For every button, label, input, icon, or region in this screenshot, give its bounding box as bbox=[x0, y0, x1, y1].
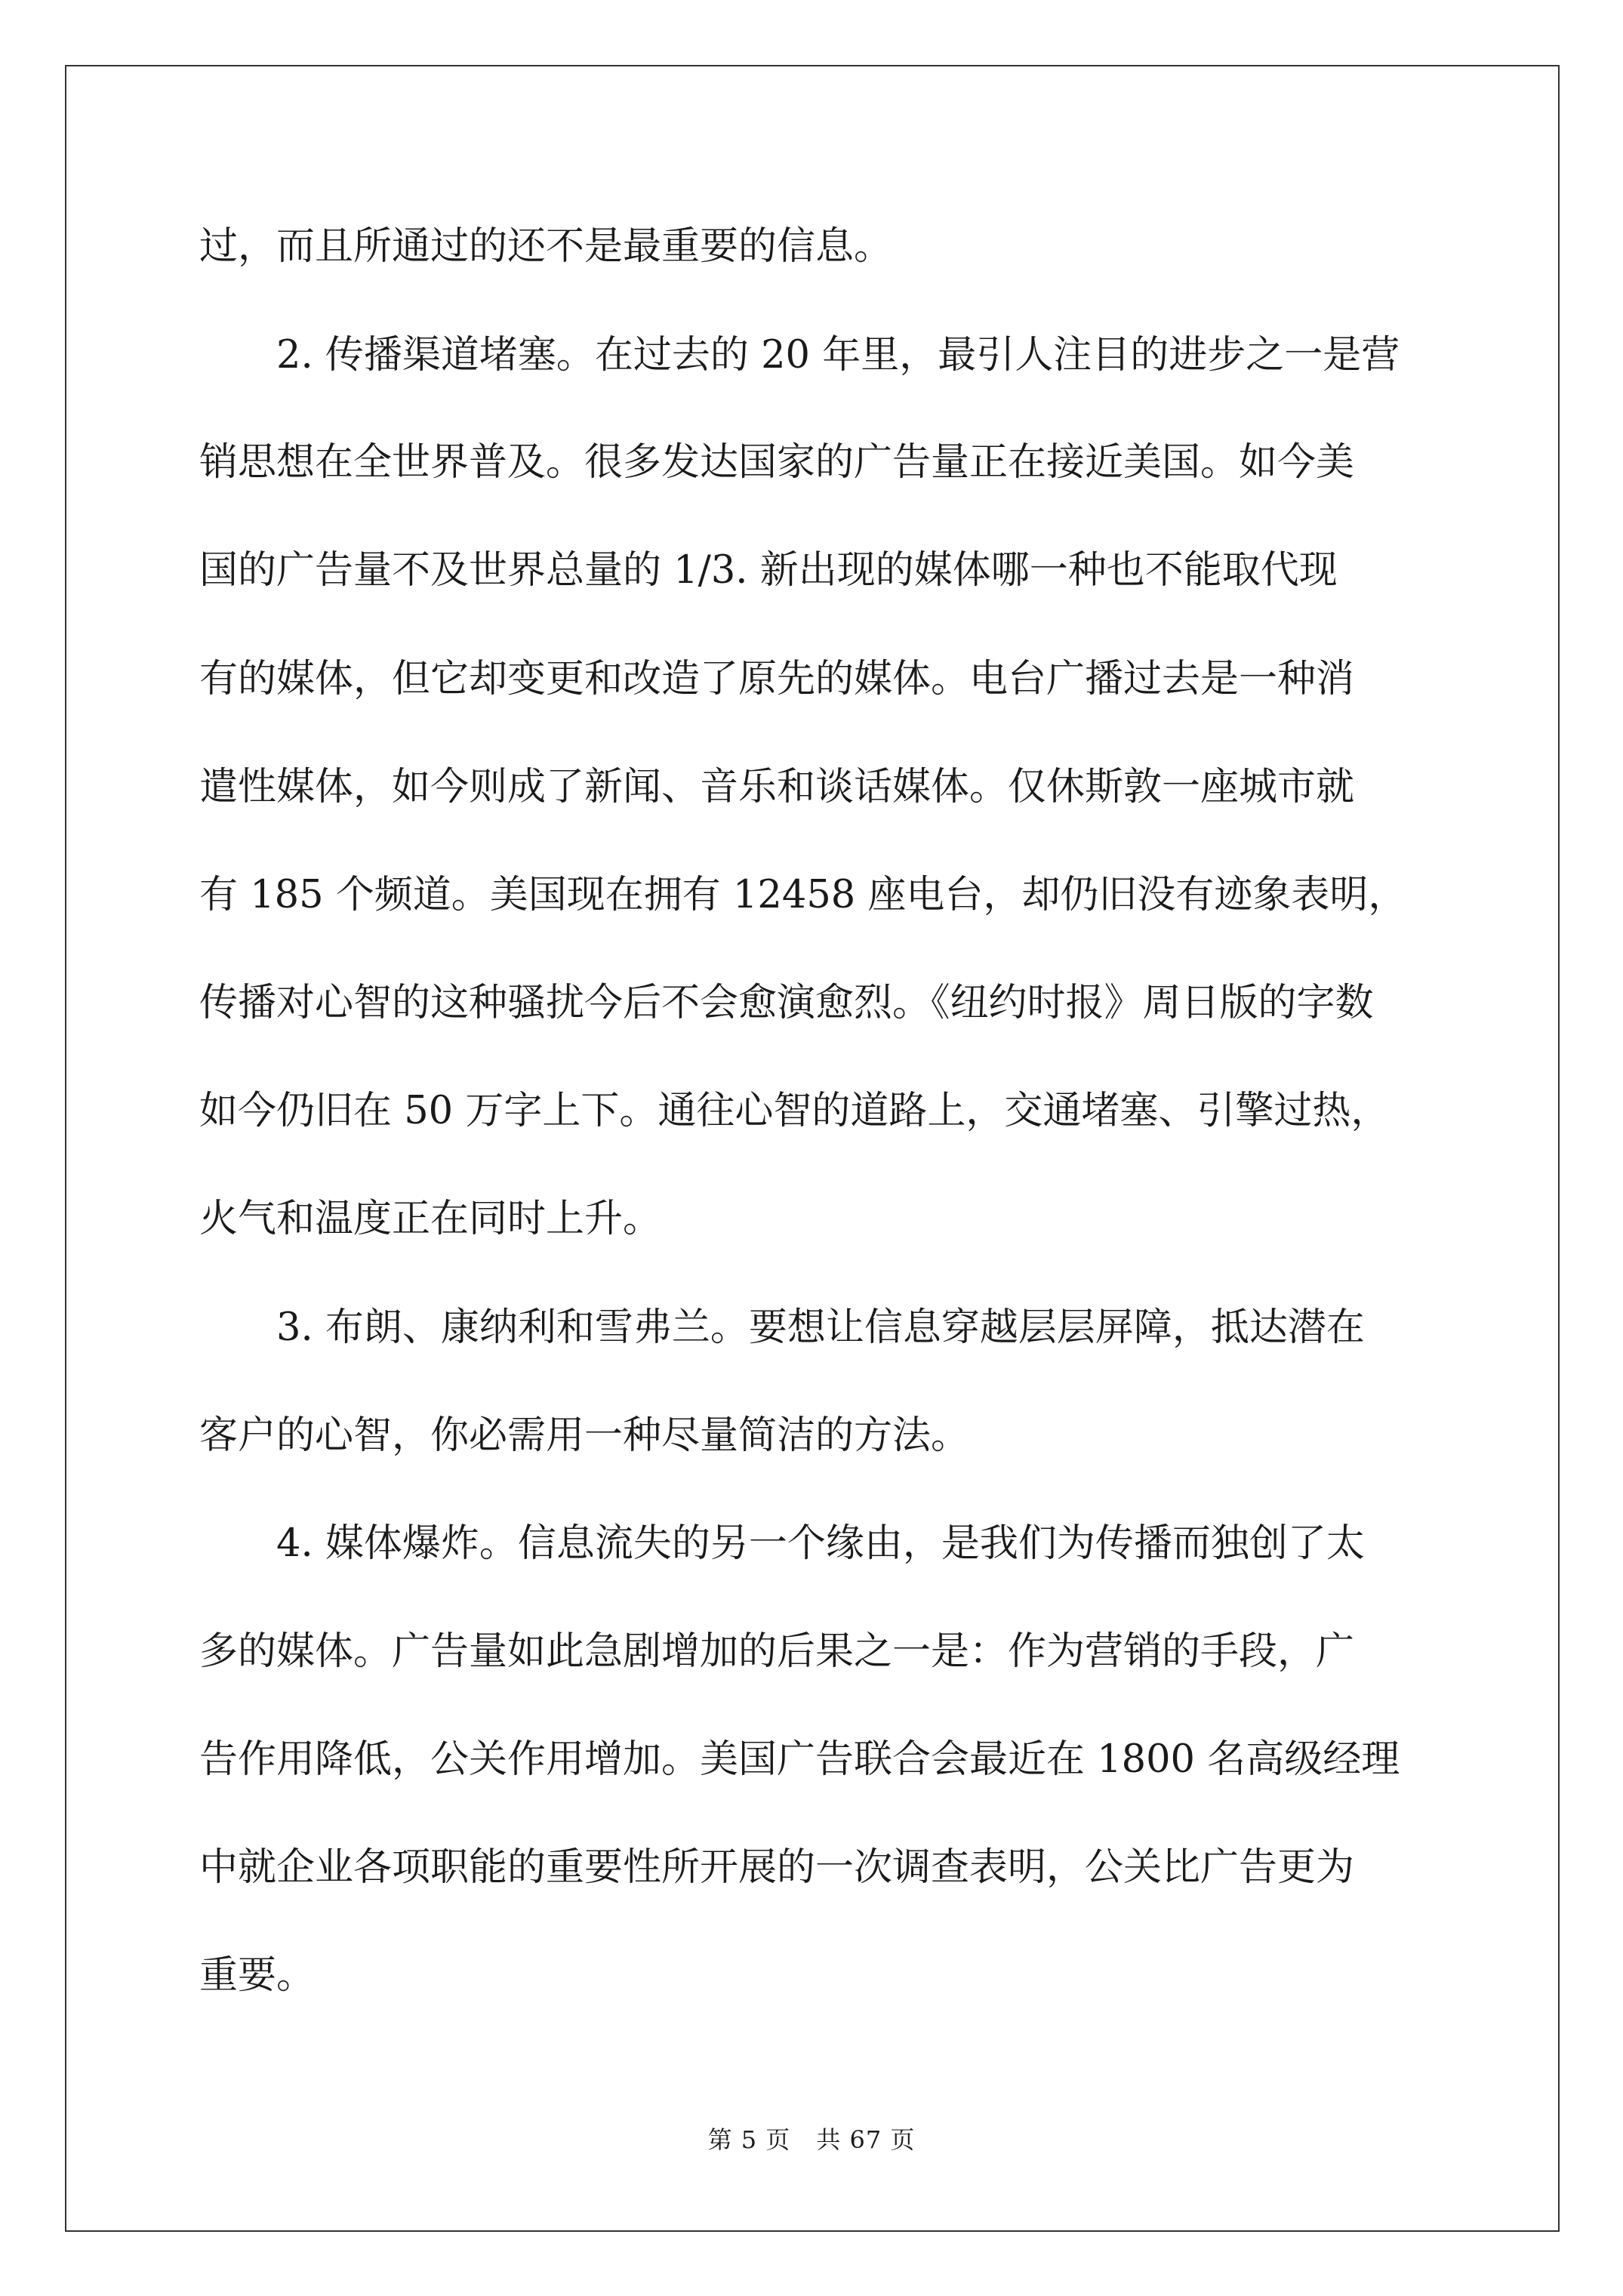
paragraph-2-line: 遣性媒体，如今则成了新闻、音乐和谈话媒体。仅休斯敦一座城市就 bbox=[199, 765, 1355, 809]
paragraph-4-line: 告作用降低，公关作用增加。美国广告联合会最近在 1800 名高级经理 bbox=[199, 1737, 1400, 1782]
paragraph-4-line: 4. 媒体爆炸。信息流失的另一个缘由，是我们为传播而独创了太 bbox=[276, 1521, 1365, 1566]
paragraph-3-line: 客户的心智，你必需用一种尽量简洁的方法。 bbox=[199, 1413, 970, 1458]
paragraph-2-line: 有的媒体，但它却变更和改造了原先的媒体。电台广播过去是一种消 bbox=[199, 657, 1355, 701]
paragraph-2-line: 销思想在全世界普及。很多发达国家的广告量正在接近美国。如今美 bbox=[199, 440, 1355, 485]
paragraph-4-line: 多的媒体。广告量如此急剧增加的后果之一是：作为营销的手段，广 bbox=[199, 1629, 1355, 1674]
paragraph-2-line: 火气和温度正在同时上升。 bbox=[199, 1197, 662, 1241]
page-total: 共 67 页 bbox=[816, 2125, 916, 2154]
paragraph-2-line: 传播对心智的这种骚扰今后不会愈演愈烈。《纽约时报》周日版的字数 bbox=[199, 981, 1374, 1025]
paragraph-2-line: 有 185 个频道。美国现在拥有 12458 座电台，却仍旧没有迹象表明， bbox=[199, 873, 1407, 917]
page-footer bbox=[0, 2125, 1623, 2155]
paragraph-2-line: 2. 传播渠道堵塞。在过去的 20 年里，最引人注目的进步之一是营 bbox=[276, 333, 1400, 378]
text-line: 过，而且所通过的还不是最重要的信息。 bbox=[199, 224, 893, 269]
paragraph-2-line: 如今仍旧在 50 万字上下。通往心智的道路上，交通堵塞、引擎过热， bbox=[199, 1089, 1390, 1133]
paragraph-2-line: 国的广告量不及世界总量的 1/3. 新出现的媒体哪一种也不能取代现 bbox=[199, 548, 1338, 593]
page-number: 第 5 页 bbox=[707, 2125, 791, 2154]
page-border bbox=[65, 65, 1560, 2232]
paragraph-4-line: 重要。 bbox=[199, 1953, 316, 1998]
paragraph-3-line: 3. 布朗、康纳利和雪弗兰。要想让信息穿越层层屏障，抵达潜在 bbox=[276, 1305, 1365, 1350]
paragraph-4-line: 中就企业各项职能的重要性所开展的一次调查表明，公关比广告更为 bbox=[199, 1845, 1355, 1890]
